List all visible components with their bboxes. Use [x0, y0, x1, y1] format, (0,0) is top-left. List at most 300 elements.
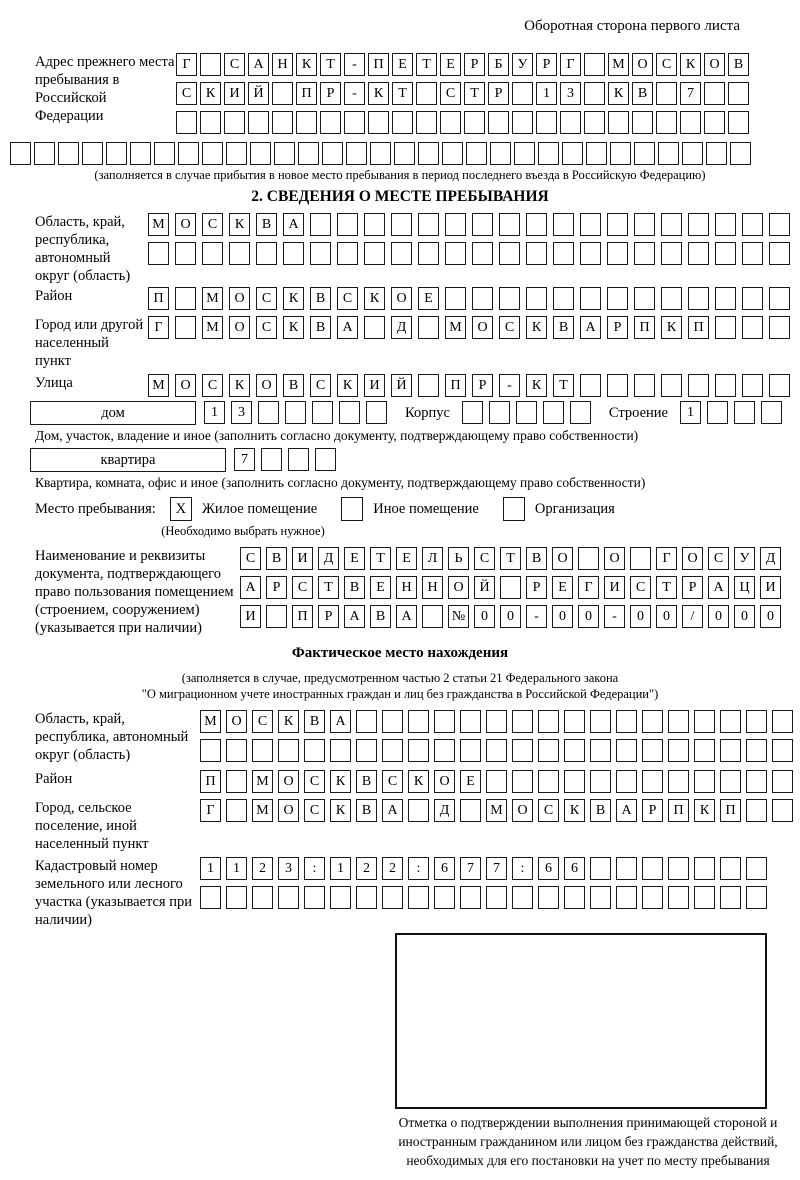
char-cell [464, 111, 485, 134]
fact-region-row-1 [200, 710, 798, 733]
fact-region-rows [200, 710, 798, 768]
char-cell: С [630, 576, 651, 599]
char-cell [364, 242, 385, 265]
char-cell [499, 242, 520, 265]
char-cell: В [344, 576, 365, 599]
fact-district-label: Район [35, 771, 73, 787]
char-cell: Е [370, 576, 391, 599]
char-cell [256, 242, 277, 265]
char-cell [720, 857, 741, 880]
char-cell: О [175, 374, 196, 397]
char-cell [434, 739, 455, 762]
char-cell [772, 739, 793, 762]
region-row-1 [148, 213, 796, 236]
region-label: Область, край, республика, автономный округ (область) [35, 214, 131, 284]
char-cell: Д [391, 316, 412, 339]
char-cell [418, 374, 439, 397]
char-cell [526, 242, 547, 265]
char-cell [315, 448, 336, 471]
char-cell: К [229, 213, 250, 236]
char-cell [285, 401, 306, 424]
char-cell [391, 213, 412, 236]
char-cell: Е [418, 287, 439, 310]
char-cell: В [728, 53, 749, 76]
apartment-cells [234, 448, 342, 471]
char-cell [746, 739, 767, 762]
char-cell [175, 242, 196, 265]
char-cell: 1 [226, 857, 247, 880]
char-cell: К [368, 82, 389, 105]
char-cell: Р [266, 576, 287, 599]
char-cell [391, 242, 412, 265]
char-cell [630, 547, 651, 570]
char-cell: П [296, 82, 317, 105]
char-cell [715, 287, 736, 310]
korpus-label: Корпус [405, 405, 450, 421]
char-cell: 1 [680, 401, 701, 424]
char-cell: И [604, 576, 625, 599]
char-cell: А [337, 316, 358, 339]
actual-location-title: Фактическое место нахождения [291, 645, 509, 661]
checkbox-organization [503, 497, 525, 521]
char-cell [106, 142, 127, 165]
char-cell [590, 857, 611, 880]
fact-city-label: Город, сельское поселение, иной населенный пункт [35, 800, 149, 852]
char-cell [742, 242, 763, 265]
house-cells [204, 401, 393, 424]
char-cell: Г [578, 576, 599, 599]
char-cell [642, 710, 663, 733]
char-cell [616, 770, 637, 793]
char-cell [720, 886, 741, 909]
char-cell: В [632, 82, 653, 105]
city-label: Город или другой населенный пункт [35, 317, 144, 369]
char-cell [584, 111, 605, 134]
char-cell [656, 82, 677, 105]
char-cell [610, 142, 631, 165]
char-cell [553, 287, 574, 310]
char-cell [707, 401, 728, 424]
char-cell: М [202, 316, 223, 339]
char-cell [226, 739, 247, 762]
char-cell [408, 710, 429, 733]
char-cell [553, 242, 574, 265]
char-cell: Д [760, 547, 781, 570]
char-cell: О [175, 213, 196, 236]
char-cell [668, 886, 689, 909]
char-cell [769, 287, 790, 310]
char-cell [82, 142, 103, 165]
char-cell: А [616, 799, 637, 822]
char-cell: С [304, 799, 325, 822]
char-cell [499, 213, 520, 236]
char-cell [668, 710, 689, 733]
prev-address-block [8, 53, 792, 140]
char-cell [720, 710, 741, 733]
char-cell: С [256, 287, 277, 310]
char-cell: М [202, 287, 223, 310]
char-cell [694, 857, 715, 880]
char-cell [538, 886, 559, 909]
char-cell [310, 213, 331, 236]
stroenie-cells [680, 401, 788, 424]
char-cell: Т [500, 547, 521, 570]
char-cell [584, 53, 605, 76]
char-cell: О [604, 547, 625, 570]
char-cell [607, 287, 628, 310]
char-cell: / [682, 605, 703, 628]
char-cell [562, 142, 583, 165]
char-cell: У [734, 547, 755, 570]
char-cell [224, 111, 245, 134]
char-cell [514, 142, 535, 165]
char-cell: П [368, 53, 389, 76]
char-cell [310, 242, 331, 265]
fact-city-block [8, 799, 792, 853]
char-cell [10, 142, 31, 165]
char-cell: 1 [204, 401, 225, 424]
char-cell: В [526, 547, 547, 570]
char-cell [720, 739, 741, 762]
char-cell: О [682, 547, 703, 570]
char-cell [130, 142, 151, 165]
char-cell: К [330, 799, 351, 822]
char-cell: : [512, 857, 533, 880]
char-cell [746, 710, 767, 733]
char-cell: 1 [200, 857, 221, 880]
char-cell: 0 [760, 605, 781, 628]
confirmation-caption: Отметка о подтверждении выполнения принимающей стороной и иностранным гражданином или лицом без гражданства действий, необходимых для его постановки на учет по месту пребывания [398, 1115, 778, 1168]
char-cell: 2 [252, 857, 273, 880]
char-cell [772, 799, 793, 822]
char-cell [728, 111, 749, 134]
char-cell: 6 [564, 857, 585, 880]
char-cell: 1 [536, 82, 557, 105]
char-cell: А [708, 576, 729, 599]
char-cell [392, 111, 413, 134]
char-cell [250, 142, 271, 165]
char-cell [668, 770, 689, 793]
char-cell [607, 242, 628, 265]
char-cell: Р [464, 53, 485, 76]
char-cell: В [256, 213, 277, 236]
char-cell [634, 242, 655, 265]
char-cell [769, 374, 790, 397]
char-cell: О [391, 287, 412, 310]
char-cell [512, 886, 533, 909]
char-cell: Т [370, 547, 391, 570]
char-cell [746, 770, 767, 793]
district-label: Район [35, 288, 73, 304]
char-cell [570, 401, 591, 424]
char-cell [608, 111, 629, 134]
city-block [8, 316, 792, 370]
street-row [148, 374, 796, 397]
char-cell [486, 770, 507, 793]
char-cell [538, 770, 559, 793]
char-cell: С [538, 799, 559, 822]
char-cell [516, 401, 537, 424]
char-cell: 7 [486, 857, 507, 880]
char-cell: О [434, 770, 455, 793]
char-cell [462, 401, 483, 424]
char-cell: С [708, 547, 729, 570]
char-cell [382, 710, 403, 733]
district-block [8, 287, 792, 310]
char-cell [272, 82, 293, 105]
char-cell [772, 710, 793, 733]
char-cell [704, 82, 725, 105]
char-cell: Г [176, 53, 197, 76]
char-cell [460, 710, 481, 733]
char-cell [278, 739, 299, 762]
char-cell: И [224, 82, 245, 105]
char-cell: Ь [448, 547, 469, 570]
char-cell [632, 111, 653, 134]
char-cell [642, 886, 663, 909]
char-cell: П [200, 770, 221, 793]
char-cell: П [668, 799, 689, 822]
char-cell: 7 [234, 448, 255, 471]
char-cell: А [344, 605, 365, 628]
region-rows [148, 213, 796, 271]
char-cell [418, 213, 439, 236]
char-cell [261, 448, 282, 471]
char-cell [304, 886, 325, 909]
char-cell: Е [392, 53, 413, 76]
document-label: Наименование и реквизиты документа, подтверждающего право пользования помещением (строением, сооружением) (указывается при наличии) [35, 548, 234, 636]
char-cell [616, 886, 637, 909]
stroenie-label: Строение [608, 405, 668, 421]
char-cell [486, 739, 507, 762]
char-cell [586, 142, 607, 165]
char-cell: 0 [734, 605, 755, 628]
char-cell: 6 [538, 857, 559, 880]
char-cell: Р [642, 799, 663, 822]
char-cell [248, 111, 269, 134]
cadastral-rows [200, 857, 772, 915]
char-cell: В [590, 799, 611, 822]
document-row-1 [240, 547, 786, 570]
char-cell: М [148, 374, 169, 397]
char-cell: В [356, 799, 377, 822]
char-cell [489, 401, 510, 424]
char-cell: Е [460, 770, 481, 793]
char-cell: С [292, 576, 313, 599]
option-residential-label: Жилое помещение [201, 500, 318, 517]
char-cell [772, 770, 793, 793]
char-cell [472, 213, 493, 236]
char-cell [418, 142, 439, 165]
char-cell [668, 857, 689, 880]
char-cell: К [680, 53, 701, 76]
char-cell [486, 886, 507, 909]
apartment-row [30, 448, 792, 472]
document-block [8, 547, 792, 637]
char-cell: 0 [656, 605, 677, 628]
char-cell [642, 770, 663, 793]
char-cell [634, 374, 655, 397]
char-cell: К [330, 770, 351, 793]
char-cell: Д [434, 799, 455, 822]
char-cell [320, 111, 341, 134]
char-cell [460, 799, 481, 822]
char-cell: М [252, 770, 273, 793]
char-cell [661, 287, 682, 310]
checkbox-other-premises [341, 497, 363, 521]
char-cell: В [553, 316, 574, 339]
char-cell [688, 287, 709, 310]
char-cell [258, 401, 279, 424]
cadastral-row-2 [200, 886, 772, 909]
char-cell: П [634, 316, 655, 339]
char-cell: С [304, 770, 325, 793]
char-cell: : [408, 857, 429, 880]
char-cell [490, 142, 511, 165]
street-label: Улица [35, 375, 73, 391]
char-cell: Л [422, 547, 443, 570]
char-cell: - [344, 53, 365, 76]
char-cell: Н [422, 576, 443, 599]
char-cell: Р [682, 576, 703, 599]
char-cell [742, 374, 763, 397]
char-cell: Г [200, 799, 221, 822]
char-cell: Р [488, 82, 509, 105]
region-block [8, 213, 792, 285]
char-cell [661, 242, 682, 265]
char-cell [715, 374, 736, 397]
char-cell [512, 770, 533, 793]
char-cell [382, 886, 403, 909]
char-cell [434, 710, 455, 733]
char-cell: В [304, 710, 325, 733]
char-cell: Т [416, 53, 437, 76]
char-cell [339, 401, 360, 424]
document-row-2 [240, 576, 786, 599]
char-cell [769, 213, 790, 236]
char-cell [226, 142, 247, 165]
char-cell: 2 [382, 857, 403, 880]
char-cell: 0 [500, 605, 521, 628]
char-cell: К [694, 799, 715, 822]
char-cell: Е [440, 53, 461, 76]
char-cell [580, 242, 601, 265]
apartment-note: Квартира, комната, офис и иное (заполнить согласно документу, подтверждающему право собственности) [35, 475, 646, 490]
char-cell [730, 142, 751, 165]
char-cell [661, 213, 682, 236]
char-cell: С [176, 82, 197, 105]
house-box: дом [30, 401, 196, 425]
char-cell: Г [148, 316, 169, 339]
char-cell [694, 710, 715, 733]
street-block [8, 374, 792, 397]
char-cell: И [240, 605, 261, 628]
char-cell [512, 111, 533, 134]
char-cell [416, 111, 437, 134]
char-cell [564, 739, 585, 762]
char-cell: В [310, 287, 331, 310]
char-cell [154, 142, 175, 165]
char-cell [538, 142, 559, 165]
prev-address-row-1 [176, 53, 752, 76]
char-cell [715, 316, 736, 339]
char-cell [538, 710, 559, 733]
fact-city-row [200, 799, 798, 822]
char-cell [590, 770, 611, 793]
char-cell [694, 770, 715, 793]
char-cell [418, 316, 439, 339]
document-rows [240, 547, 786, 634]
char-cell [200, 53, 221, 76]
char-cell: Т [553, 374, 574, 397]
city-row [148, 316, 796, 339]
char-cell: С [224, 53, 245, 76]
char-cell [536, 111, 557, 134]
char-cell [472, 242, 493, 265]
char-cell [616, 710, 637, 733]
char-cell [742, 287, 763, 310]
char-cell [656, 111, 677, 134]
char-cell: К [278, 710, 299, 733]
char-cell [364, 213, 385, 236]
char-cell: 7 [460, 857, 481, 880]
char-cell: М [252, 799, 273, 822]
char-cell: - [604, 605, 625, 628]
char-cell [322, 142, 343, 165]
char-cell [584, 82, 605, 105]
char-cell [226, 886, 247, 909]
char-cell: Б [488, 53, 509, 76]
actual-location-note-1: (заполняется в случае, предусмотренном частью 2 статьи 21 Федерального закона [181, 671, 619, 685]
char-cell: С [310, 374, 331, 397]
char-cell: 1 [330, 857, 351, 880]
page-header-note: Оборотная сторона первого листа [524, 18, 740, 34]
char-cell [226, 799, 247, 822]
char-cell: М [148, 213, 169, 236]
char-cell [416, 82, 437, 105]
stay-type-row [8, 497, 792, 521]
prev-address-row-3 [176, 111, 752, 134]
char-cell [418, 242, 439, 265]
char-cell: 3 [560, 82, 581, 105]
char-cell: Т [320, 53, 341, 76]
char-cell [434, 886, 455, 909]
char-cell [382, 739, 403, 762]
char-cell [642, 739, 663, 762]
char-cell [252, 739, 273, 762]
char-cell [312, 401, 333, 424]
char-cell [288, 448, 309, 471]
char-cell [408, 739, 429, 762]
char-cell: 0 [578, 605, 599, 628]
char-cell: 3 [278, 857, 299, 880]
char-cell [642, 857, 663, 880]
char-cell: И [760, 576, 781, 599]
char-cell: М [608, 53, 629, 76]
char-cell [526, 287, 547, 310]
char-cell: В [266, 547, 287, 570]
stay-type-note: (Необходимо выбрать нужное) [161, 524, 325, 538]
char-cell [564, 886, 585, 909]
char-cell [283, 242, 304, 265]
char-cell [176, 111, 197, 134]
char-cell [634, 213, 655, 236]
fact-region-row-2 [200, 739, 798, 762]
char-cell [34, 142, 55, 165]
char-cell [356, 886, 377, 909]
option-other-premises-label: Иное помещение [373, 500, 479, 517]
char-cell [440, 111, 461, 134]
